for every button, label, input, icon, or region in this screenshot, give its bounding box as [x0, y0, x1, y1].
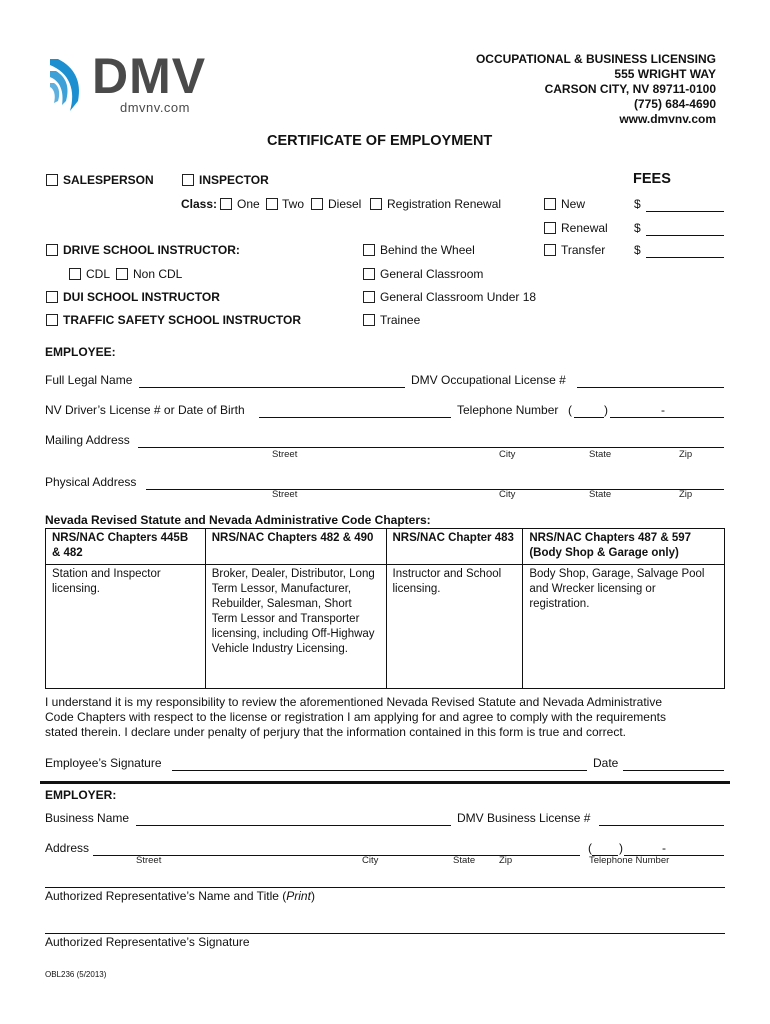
general-classroom-label: General Classroom — [380, 267, 484, 281]
general-classroom-18-checkbox[interactable] — [363, 291, 375, 303]
employee-phone-number-field[interactable] — [610, 403, 724, 418]
dmv-logo — [48, 48, 233, 117]
fee-new-label: New — [561, 197, 586, 211]
mailing-address-field[interactable] — [138, 433, 724, 448]
employer-zip-caption: Zip — [499, 855, 513, 866]
statute-header-482-490: NRS/NAC Chapters 482 & 490 — [205, 529, 386, 565]
employee-phone-open-paren: ( — [568, 403, 572, 417]
statutes-header-row — [46, 529, 725, 565]
class-diesel-checkbox[interactable] — [311, 198, 323, 210]
statute-header-483: NRS/NAC Chapter 483 — [386, 529, 523, 565]
form-id: OBL236 (5/2013) — [45, 970, 107, 979]
statute-desc-483: Instructor and School licensing. — [386, 565, 523, 689]
agency-address — [476, 52, 716, 127]
inspector-checkbox[interactable] — [182, 174, 194, 186]
mailing-city-caption: City — [499, 449, 516, 460]
statutes-description-row — [46, 565, 725, 689]
class-two-checkbox[interactable] — [266, 198, 278, 210]
employer-street-caption: Street — [136, 855, 162, 866]
general-classroom-18-label: General Classroom Under 18 — [380, 290, 537, 304]
occupational-license-label: DMV Occupational License # — [411, 373, 566, 387]
full-name-label: Full Legal Name — [45, 373, 133, 387]
behind-wheel-label: Behind the Wheel — [380, 243, 475, 257]
fee-renewal-label: Renewal — [561, 221, 608, 235]
logo-text: DMV — [92, 48, 207, 104]
rep-name-label — [45, 889, 315, 903]
employee-date-label: Date — [593, 756, 619, 770]
statute-header-445b-482: NRS/NAC Chapters 445B & 482 — [46, 529, 206, 565]
rep-name-prefix: Authorized Representative’s Name and Title ( — [45, 889, 287, 903]
class-one-checkbox[interactable] — [220, 198, 232, 210]
trainee-checkbox[interactable] — [363, 314, 375, 326]
traffic-safety-checkbox[interactable] — [46, 314, 58, 326]
rep-signature-field[interactable] — [45, 919, 725, 934]
rep-name-field[interactable] — [45, 873, 725, 888]
physical-address-field[interactable] — [146, 475, 724, 490]
employer-address-label: Address — [45, 841, 90, 855]
dui-school-label: DUI SCHOOL INSTRUCTOR — [63, 290, 220, 304]
fee-new-checkbox[interactable] — [544, 198, 556, 210]
fee-renewal-dollar: $ — [634, 221, 641, 235]
physical-zip-caption: Zip — [679, 489, 693, 500]
fee-transfer-checkbox[interactable] — [544, 244, 556, 256]
drive-school-checkbox[interactable] — [46, 244, 58, 256]
fee-transfer-label: Transfer — [561, 243, 606, 257]
employer-address-field[interactable] — [93, 841, 580, 856]
employer-telephone-caption: Telephone Number — [589, 855, 670, 866]
traffic-safety-label: TRAFFIC SAFETY SCHOOL INSTRUCTOR — [63, 313, 302, 327]
cdl-checkbox[interactable] — [69, 268, 81, 280]
employee-phone-area-field[interactable] — [574, 403, 604, 418]
business-name-field[interactable] — [136, 811, 451, 826]
rep-signature-label: Authorized Representative’s Signature — [45, 935, 250, 949]
non-cdl-checkbox[interactable] — [116, 268, 128, 280]
address-line-3: CARSON CITY, NV 89711-0100 — [544, 82, 716, 96]
employee-heading: EMPLOYEE: — [45, 345, 116, 359]
rep-name-print: Print — [286, 889, 311, 903]
address-phone: (775) 684-4690 — [633, 97, 716, 111]
employer-state-caption: State — [453, 855, 476, 866]
address-website[interactable]: www.dmvnv.com — [619, 112, 716, 126]
fee-transfer-dollar: $ — [634, 243, 641, 257]
rep-name-suffix: ) — [310, 889, 315, 903]
statute-header-487-597: NRS/NAC Chapters 487 & 597 (Body Shop & Garage only) — [523, 529, 725, 565]
class-one-label: One — [237, 197, 260, 211]
business-license-label: DMV Business License # — [457, 811, 591, 825]
non-cdl-label: Non CDL — [133, 267, 183, 281]
registration-renewal-label: Registration Renewal — [387, 197, 502, 211]
logo-url: dmvnv.com — [120, 100, 190, 115]
dui-school-checkbox[interactable] — [46, 291, 58, 303]
mailing-street-caption: Street — [272, 449, 298, 460]
employer-city-caption: City — [362, 855, 379, 866]
form-title: CERTIFICATE OF EMPLOYMENT — [267, 133, 493, 149]
employer-phone-number-field[interactable] — [624, 841, 724, 856]
declaration-line-1: I understand it is my responsibility to review the aforementioned Nevada Revised Statute and Nevada Administrative — [45, 695, 662, 709]
section-divider — [40, 781, 730, 784]
class-diesel-label: Diesel — [328, 197, 362, 211]
address-line-2: 555 WRIGHT WAY — [614, 67, 716, 81]
statute-desc-445b-482: Station and Inspector licensing. — [46, 565, 206, 689]
business-name-label: Business Name — [45, 811, 130, 825]
salesperson-label: SALESPERSON — [63, 173, 154, 187]
fee-renewal-checkbox[interactable] — [544, 222, 556, 234]
registration-renewal-checkbox[interactable] — [370, 198, 382, 210]
employer-phone-dash: - — [662, 841, 666, 855]
fees-heading: FEES — [633, 171, 671, 187]
salesperson-checkbox[interactable] — [46, 174, 58, 186]
fee-transfer-amount-field[interactable] — [646, 243, 724, 258]
trainee-label: Trainee — [380, 313, 421, 327]
cdl-label: CDL — [86, 267, 111, 281]
fee-renewal-amount-field[interactable] — [646, 221, 724, 236]
fee-new-amount-field[interactable] — [646, 197, 724, 212]
mailing-state-caption: State — [589, 449, 612, 460]
employer-phone-close-paren: ) — [619, 841, 623, 855]
inspector-label: INSPECTOR — [199, 173, 269, 187]
employee-phone-dash: - — [661, 403, 665, 417]
declaration-text — [45, 695, 735, 740]
general-classroom-checkbox[interactable] — [363, 268, 375, 280]
employer-phone-open-paren: ( — [588, 841, 592, 855]
employee-date-field[interactable] — [623, 756, 724, 771]
employee-signature-label: Employee’s Signature — [45, 756, 162, 770]
mailing-address-label: Mailing Address — [45, 433, 130, 447]
occupational-license-field[interactable] — [577, 373, 724, 388]
statute-desc-487-597: Body Shop, Garage, Salvage Pool and Wrecker licensing or registration. — [523, 565, 725, 689]
class-label: Class: — [181, 197, 218, 211]
dmv-swoosh-icon — [48, 57, 92, 113]
employee-telephone-label: Telephone Number — [457, 403, 559, 417]
employee-signature-field[interactable] — [172, 756, 587, 771]
declaration-line-2: Code Chapters with respect to the license or registration I am applying for and agree to comply with the requirements — [45, 710, 666, 724]
mailing-zip-caption: Zip — [679, 449, 693, 460]
employer-phone-area-field[interactable] — [592, 841, 618, 856]
physical-state-caption: State — [589, 489, 612, 500]
fee-new-dollar: $ — [634, 197, 641, 211]
statute-desc-482-490: Broker, Dealer, Distributor, Long Term Lessor, Manufacturer, Rebuilder, Salesman, Short Term Lessor and Transporter licensing, including Off-Highway Vehicle Industry Licensing. — [205, 565, 386, 689]
address-line-1: OCCUPATIONAL & BUSINESS LICENSING — [475, 52, 716, 66]
physical-street-caption: Street — [272, 489, 298, 500]
class-two-label: Two — [282, 197, 305, 211]
behind-wheel-checkbox[interactable] — [363, 244, 375, 256]
declaration-line-3: stated therein. I declare under penalty of perjury that the information contained in this form is true and correct. — [45, 725, 626, 739]
physical-city-caption: City — [499, 489, 516, 500]
nv-license-field[interactable] — [259, 403, 451, 418]
physical-address-label: Physical Address — [45, 475, 137, 489]
employer-heading: EMPLOYER: — [45, 788, 117, 802]
statutes-heading: Nevada Revised Statute and Nevada Administrative Code Chapters: — [45, 513, 431, 527]
employee-phone-close-paren: ) — [604, 403, 608, 417]
full-name-field[interactable] — [139, 373, 405, 388]
nv-license-label: NV Driver’s License # or Date of Birth — [45, 403, 245, 417]
business-license-field[interactable] — [599, 811, 724, 826]
statutes-table — [45, 528, 725, 689]
drive-school-label: DRIVE SCHOOL INSTRUCTOR: — [63, 243, 240, 257]
